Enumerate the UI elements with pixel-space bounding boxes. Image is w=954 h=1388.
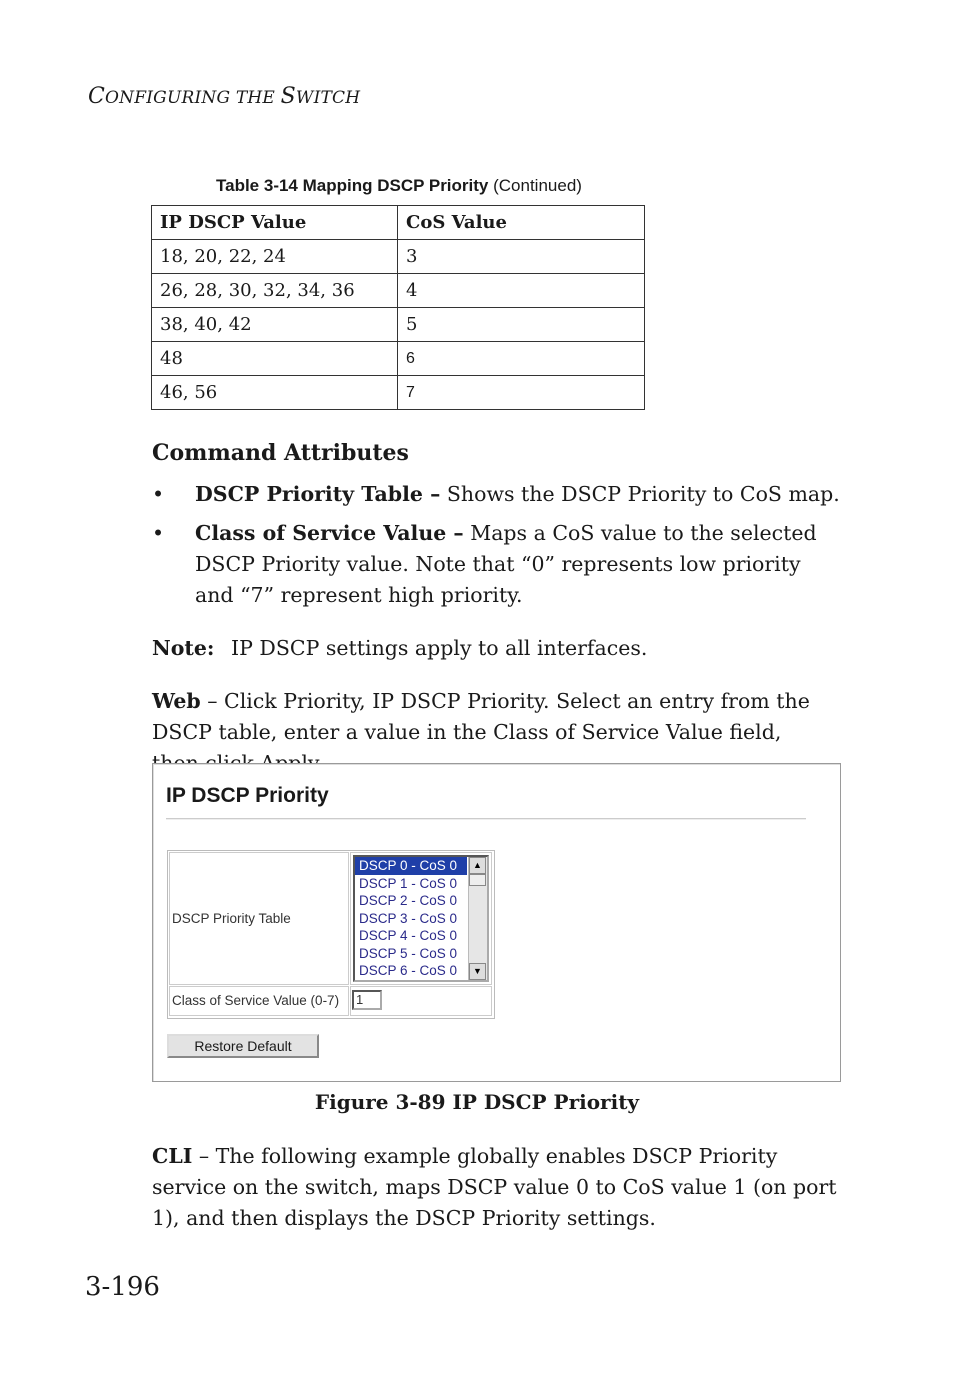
web-instructions: Web – Click Priority, IP DSCP Priority. Select an entry from the DSCP table, enter a value in the Class of Service Value field, <box>152 689 810 744</box>
cli-description: CLI – The following example globally enables DSCP Priority service on the switch, maps DSCP value 0 to CoS value 1 (on port 1), and then displays the DSCP Priority settings. <box>152 1144 837 1230</box>
note-text: IP DSCP settings apply to all interfaces. <box>231 636 648 660</box>
dscp-priority-listbox[interactable] <box>353 855 489 982</box>
scroll-up-icon[interactable]: ▲ <box>469 857 486 874</box>
dscp-table-label: DSCP Priority Table <box>172 911 291 926</box>
command-attributes-heading: Command Attributes <box>152 440 409 466</box>
bullet-icon: • <box>152 521 165 545</box>
list-item[interactable]: DSCP 5 - CoS 0 <box>359 945 458 961</box>
title-divider <box>166 818 806 820</box>
cos-value-cell: 3 <box>398 240 645 274</box>
table-row <box>152 376 645 410</box>
page-number: 3-196 <box>85 1272 160 1302</box>
column-header: CoS Value <box>398 206 645 240</box>
dscp-mapping-table <box>151 205 645 410</box>
list-item[interactable]: DSCP 0 - CoS 0 <box>355 857 467 875</box>
cos-value-cell: 6 <box>398 342 645 376</box>
cos-label: Class of Service Value (0-7) <box>172 993 340 1008</box>
scrollbar[interactable] <box>468 857 487 980</box>
column-header: IP DSCP Value <box>152 206 398 240</box>
cos-value-cell: 7 <box>398 376 645 410</box>
figure-caption: Figure 3-89 IP DSCP Priority <box>314 1090 640 1114</box>
table-header-row <box>152 206 645 240</box>
table-caption: Table 3-14 Mapping DSCP Priority (Continued) <box>216 176 582 195</box>
dscp-value-cell: 26, 28, 30, 32, 34, 36 <box>152 274 398 308</box>
running-header: CONFIGURING THE SWITCH <box>88 84 361 109</box>
dscp-value-cell: 18, 20, 22, 24 <box>152 240 398 274</box>
list-item[interactable]: DSCP 1 - CoS 0 <box>359 875 458 891</box>
bullet-icon: • <box>152 482 165 506</box>
page-title: IP DSCP Priority <box>166 784 329 807</box>
list-item[interactable]: DSCP 2 - CoS 0 <box>359 893 458 908</box>
table-row <box>152 274 645 308</box>
cos-label-cell <box>169 986 349 1016</box>
cos-value-cell: 5 <box>398 308 645 342</box>
settings-form <box>167 850 495 1019</box>
table-row <box>152 342 645 376</box>
scroll-thumb[interactable] <box>469 874 486 886</box>
cos-value-cell: 4 <box>398 274 645 308</box>
table-row <box>152 308 645 342</box>
cos-value-input[interactable]: 1 <box>352 990 382 1010</box>
attribute-item: DSCP Priority Table – Shows the DSCP Priority to CoS map. <box>195 482 840 506</box>
scroll-down-icon[interactable]: ▼ <box>469 963 486 980</box>
cos-input-cell <box>350 986 492 1016</box>
restore-default-button[interactable]: Restore Default <box>167 1034 319 1058</box>
dscp-table-cell <box>350 852 492 985</box>
dscp-value-cell: 48 <box>152 342 398 376</box>
list-item[interactable]: DSCP 3 - CoS 0 <box>359 910 458 926</box>
list-item[interactable]: DSCP 4 - CoS 0 <box>359 928 458 943</box>
ip-dscp-priority-screenshot <box>152 763 841 1082</box>
dscp-value-cell: 38, 40, 42 <box>152 308 398 342</box>
dscp-table-label-cell <box>169 852 349 985</box>
dscp-value-cell: 46, 56 <box>152 376 398 410</box>
list-item[interactable]: DSCP 6 - CoS 0 <box>359 963 458 978</box>
attribute-item: Class of Service Value – Maps a CoS value to the selected DSCP Priority value. Note that “0” represents low priority and “7” represent high priority. <box>195 521 817 607</box>
table-row <box>152 240 645 274</box>
note-label: Note: <box>152 636 215 660</box>
